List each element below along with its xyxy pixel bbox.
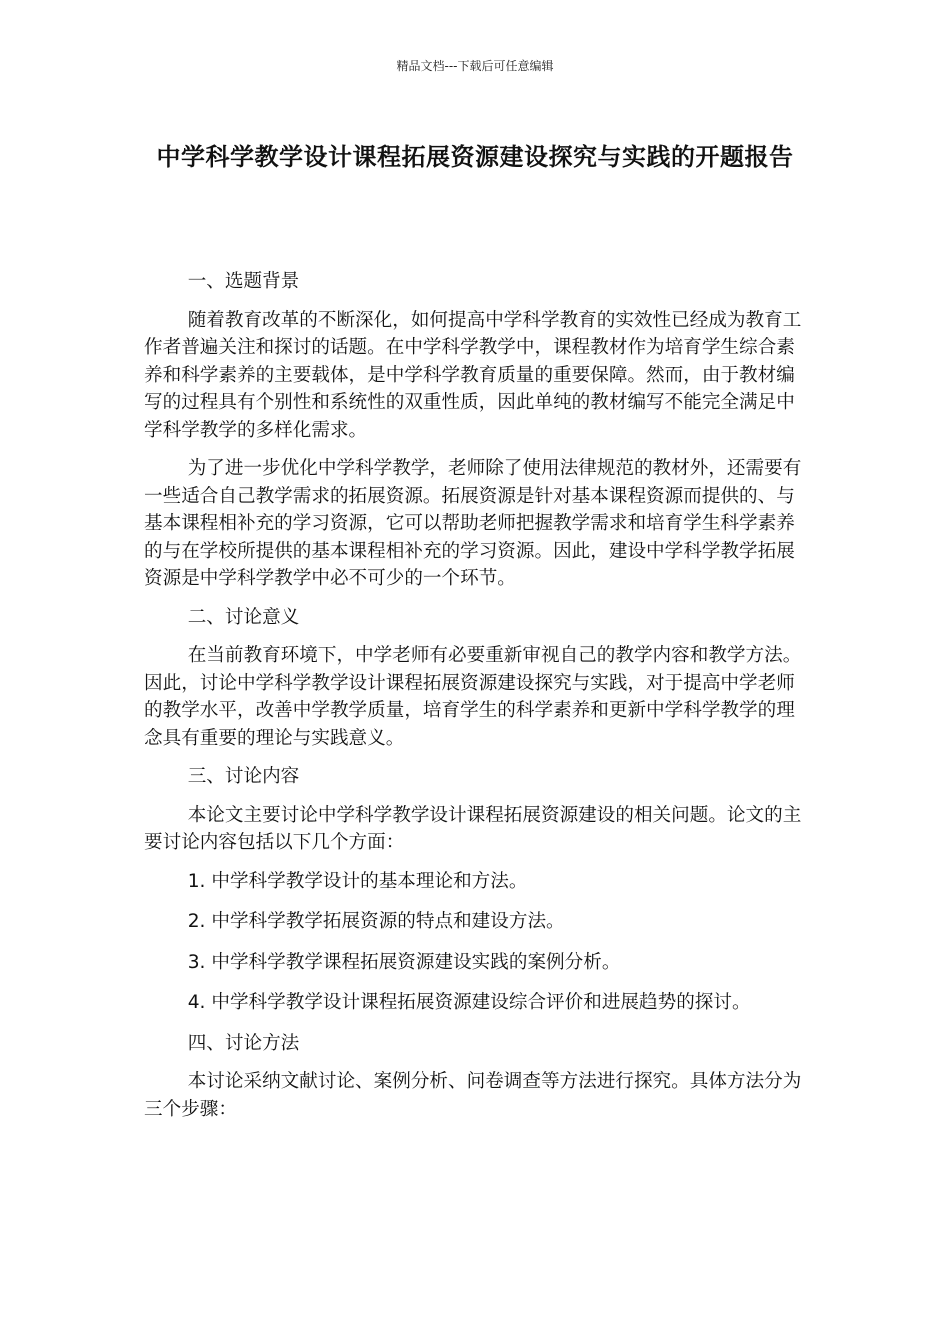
page-header: 精品文档---下载后可任意编辑 — [396, 59, 554, 73]
paragraph: 为了进一步优化中学科学教学，老师除了使用法律规范的教材外，还需要有一些适合自己教学需求的拓展资源。拓展资源是针对基本课程资源而提供的、与基本课程相补充的学习资源，它可以帮助老师把握教学需求和培育学生科学素养的与在学校所提供的基本课程相补充的学习资源。因此，建设中学科学教学拓展资源是中学科学教学中必不可少的一个环节。 — [144, 458, 802, 589]
section-heading: 三、讨论内容 — [187, 766, 300, 787]
section-heading: 四、讨论方法 — [187, 1032, 300, 1054]
paragraph: 本论文主要讨论中学科学教学设计课程拓展资源建设的相关问题。论文的主要讨论内容包括以下几个方面： — [144, 804, 802, 853]
paragraph: 本讨论采纳文献讨论、案例分析、问卷调查等方法进行探究。具体方法分为三个步骤： — [144, 1071, 802, 1120]
paragraph: 随着教育改革的不断深化，如何提高中学科学教育的实效性已经成为教育工作者普遍关注和探讨的话题。在中学科学教学中，课程教材作为培育学生综合素养和科学素养的主要载体，是中学科学教育质量的重要保障。然而，由于教材编写的过程具有个别性和系统性的双重性质，因此单纯的教材编写不能完全满足中学科学教学的多样化需求。 — [144, 309, 802, 441]
document-body — [144, 268, 812, 1134]
list-item: 4. 中学科学教学设计课程拓展资源建设综合评价和进展趋势的探讨。 — [187, 992, 751, 1013]
list-item: 1. 中学科学教学设计的基本理论和方法。 — [187, 870, 528, 892]
paragraph: 在当前教育环境下，中学老师有必要重新审视自己的教学内容和教学方法。因此，讨论中学科学教学设计课程拓展资源建设探究与实践，对于提高中学老师的教学水平，改善中学教学质量，培育学生的科学素养和更新中学科学教学的理念具有重要的理论与实践意义。 — [144, 645, 802, 749]
list-item: 3. 中学科学教学课程拓展资源建设实践的案例分析。 — [187, 951, 621, 973]
section-methods — [144, 1030, 812, 1124]
list-item: 2. 中学科学教学拓展资源的特点和建设方法。 — [187, 911, 565, 932]
document-title: 中学科学教学设计课程拓展资源建设探究与实践的开题报告 — [156, 143, 794, 171]
section-heading: 一、选题背景 — [187, 271, 300, 292]
section-heading: 二、讨论意义 — [187, 606, 300, 628]
section-background — [144, 268, 812, 593]
section-significance — [144, 604, 812, 753]
section-content — [144, 763, 812, 1017]
